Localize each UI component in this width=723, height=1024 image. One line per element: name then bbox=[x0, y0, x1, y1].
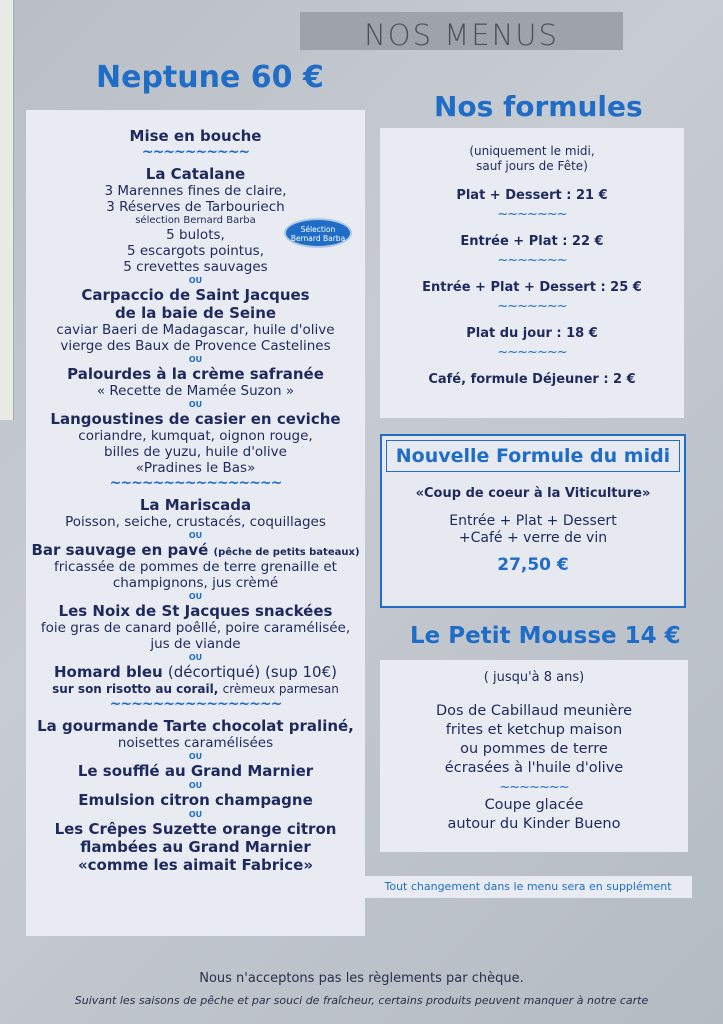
ou-separator: OU bbox=[188, 781, 203, 790]
paper-edge bbox=[0, 0, 14, 420]
ou-separator: OU bbox=[188, 810, 203, 819]
formule-item: Plat du jour : 18 € bbox=[466, 326, 598, 341]
palourdes-desc: « Recette de Mamée Suzon » bbox=[96, 383, 295, 399]
formule-item: Plat + Dessert : 21 € bbox=[456, 188, 608, 203]
langoustines-title: Langoustines de casier en ceviche bbox=[50, 410, 341, 428]
footer-saisons: Suivant les saisons de pêche et par souci de fraîcheur, certains produits peuvent manquer à notre carte bbox=[74, 994, 649, 1007]
homard-title bbox=[26, 663, 365, 681]
neptune-title: Neptune 60 € bbox=[96, 60, 324, 95]
mousse-title: Le Petit Mousse 14 € bbox=[410, 623, 681, 649]
bar-note: (pêche de petits bateaux) bbox=[213, 547, 360, 558]
crepes-title: Les Crêpes Suzette orange citron bbox=[54, 820, 337, 838]
formule-midi-box bbox=[380, 434, 686, 608]
tarte-title: La gourmande Tarte chocolat praliné, bbox=[37, 717, 354, 735]
selection-stamp: Sélection Bernard Barba bbox=[284, 218, 352, 248]
formules-note: sauf jours de Fête) bbox=[476, 159, 588, 173]
carpaccio-desc: caviar Baeri de Madagascar, huile d'olive bbox=[56, 322, 335, 338]
wave-divider: ~~~~~~~ bbox=[499, 780, 569, 795]
tarte-desc: noisettes caramélisées bbox=[117, 735, 274, 751]
catalane-line: 3 Réserves de Tarbouriech bbox=[106, 199, 285, 215]
bar-title bbox=[26, 541, 365, 559]
formules-panel bbox=[380, 128, 684, 418]
homard-title-text: Homard bleu bbox=[53, 663, 163, 681]
wave-divider: ~~~~~~~~~~~~~~~~ bbox=[109, 475, 282, 491]
wave-divider: ~~~~~~~~~~~~~~~~ bbox=[109, 696, 282, 712]
ou-separator: OU bbox=[188, 752, 203, 761]
mousse-note: ( jusqu'à 8 ans) bbox=[483, 670, 585, 685]
palourdes-title: Palourdes à la crème safranée bbox=[67, 365, 324, 383]
mousse-line: Dos de Cabillaud meunière bbox=[435, 703, 633, 719]
mousse-panel bbox=[380, 660, 688, 852]
formules-title: Nos formules bbox=[434, 90, 643, 123]
langoustines-desc: «Pradines le Bas» bbox=[135, 460, 256, 476]
noix-desc: foie gras de canard poêllé, poire caramélisée, bbox=[40, 620, 351, 636]
footer-cheque: Nous n'acceptons pas les règlements par chèque. bbox=[199, 971, 524, 986]
crepes-title: «comme les aimait Fabrice» bbox=[77, 856, 314, 874]
emulsion-title: Emulsion citron champagne bbox=[78, 791, 313, 809]
page-title: NOS MENUS bbox=[364, 18, 559, 52]
bar-title-text: Bar sauvage en pavé bbox=[31, 541, 209, 559]
catalane-line: 5 bulots, bbox=[166, 227, 225, 243]
mariscada-title: La Mariscada bbox=[139, 496, 252, 514]
mousse-dessert: Coupe glacée bbox=[484, 797, 584, 813]
carpaccio-desc: vierge des Baux de Provence Castelines bbox=[60, 338, 331, 354]
ou-separator: OU bbox=[188, 531, 203, 540]
noix-title: Les Noix de St Jacques snackées bbox=[58, 602, 333, 620]
catalane-line: 5 crevettes sauvages bbox=[123, 259, 268, 275]
mousse-line: ou pommes de terre bbox=[460, 741, 608, 757]
formule-item: Entrée + Plat : 22 € bbox=[460, 234, 604, 249]
carpaccio-title: de la baie de Seine bbox=[114, 304, 277, 322]
homard-line: sur son risotto au corail, bbox=[52, 682, 219, 696]
wave-divider: ~~~~~~~ bbox=[497, 253, 567, 268]
noix-desc: jus de viande bbox=[150, 636, 241, 652]
formule-midi-title: Nouvelle Formule du midi bbox=[386, 440, 680, 472]
formule-midi-line: Entrée + Plat + Dessert bbox=[449, 513, 617, 529]
wave-divider: ~~~~~~~~~~ bbox=[141, 144, 250, 160]
mariscada-desc: Poisson, seiche, crustacés, coquillages bbox=[65, 514, 326, 530]
bar-desc: champignons, jus crèmé bbox=[112, 575, 279, 591]
ou-separator: OU bbox=[188, 400, 203, 409]
formule-item: Entrée + Plat + Dessert : 25 € bbox=[422, 280, 642, 295]
bar-desc: fricassée de pommes de terre grenaille et bbox=[54, 559, 337, 575]
souffle-title: Le soufflé au Grand Marnier bbox=[77, 762, 314, 780]
langoustines-desc: billes de yuzu, huile d'olive bbox=[104, 444, 287, 460]
homard-note: (décortiqué) (sup 10€) bbox=[167, 663, 337, 681]
homard-line2: crèmeux parmesan bbox=[222, 682, 339, 696]
mousse-line: écrasées à l'huile d'olive bbox=[444, 760, 624, 776]
langoustines-desc: coriandre, kumquat, oignon rouge, bbox=[78, 428, 313, 444]
carpaccio-title: Carpaccio de Saint Jacques bbox=[81, 286, 310, 304]
catalane-line: 3 Marennes fines de claire, bbox=[104, 183, 287, 199]
wave-divider: ~~~~~~~ bbox=[497, 207, 567, 222]
formule-midi-line: +Café + verre de vin bbox=[458, 530, 608, 546]
homard-desc bbox=[26, 681, 365, 697]
ou-separator: OU bbox=[188, 355, 203, 364]
ou-separator: OU bbox=[188, 653, 203, 662]
catalane-selection: sélection Bernard Barba bbox=[135, 215, 256, 226]
crepes-title: flambées au Grand Marnier bbox=[80, 838, 311, 856]
formule-item: Café, formule Déjeuner : 2 € bbox=[428, 372, 636, 387]
formules-note: (uniquement le midi, bbox=[469, 144, 595, 158]
mousse-line: frites et ketchup maison bbox=[445, 722, 623, 738]
formule-midi-quote: «Coup de coeur à la Viticulture» bbox=[415, 486, 651, 501]
supplement-note: Tout changement dans le menu sera en supplément bbox=[364, 876, 692, 898]
mousse-dessert: autour du Kinder Bueno bbox=[447, 816, 621, 832]
mise-en-bouche: Mise en bouche bbox=[129, 127, 262, 145]
formule-midi-price: 27,50 € bbox=[497, 555, 569, 575]
wave-divider: ~~~~~~~ bbox=[497, 299, 567, 314]
ou-separator: OU bbox=[188, 592, 203, 601]
catalane-line: 5 escargots pointus, bbox=[127, 243, 264, 259]
wave-divider: ~~~~~~~ bbox=[497, 345, 567, 360]
ou-separator: OU bbox=[188, 276, 203, 285]
catalane-title: La Catalane bbox=[145, 165, 246, 183]
